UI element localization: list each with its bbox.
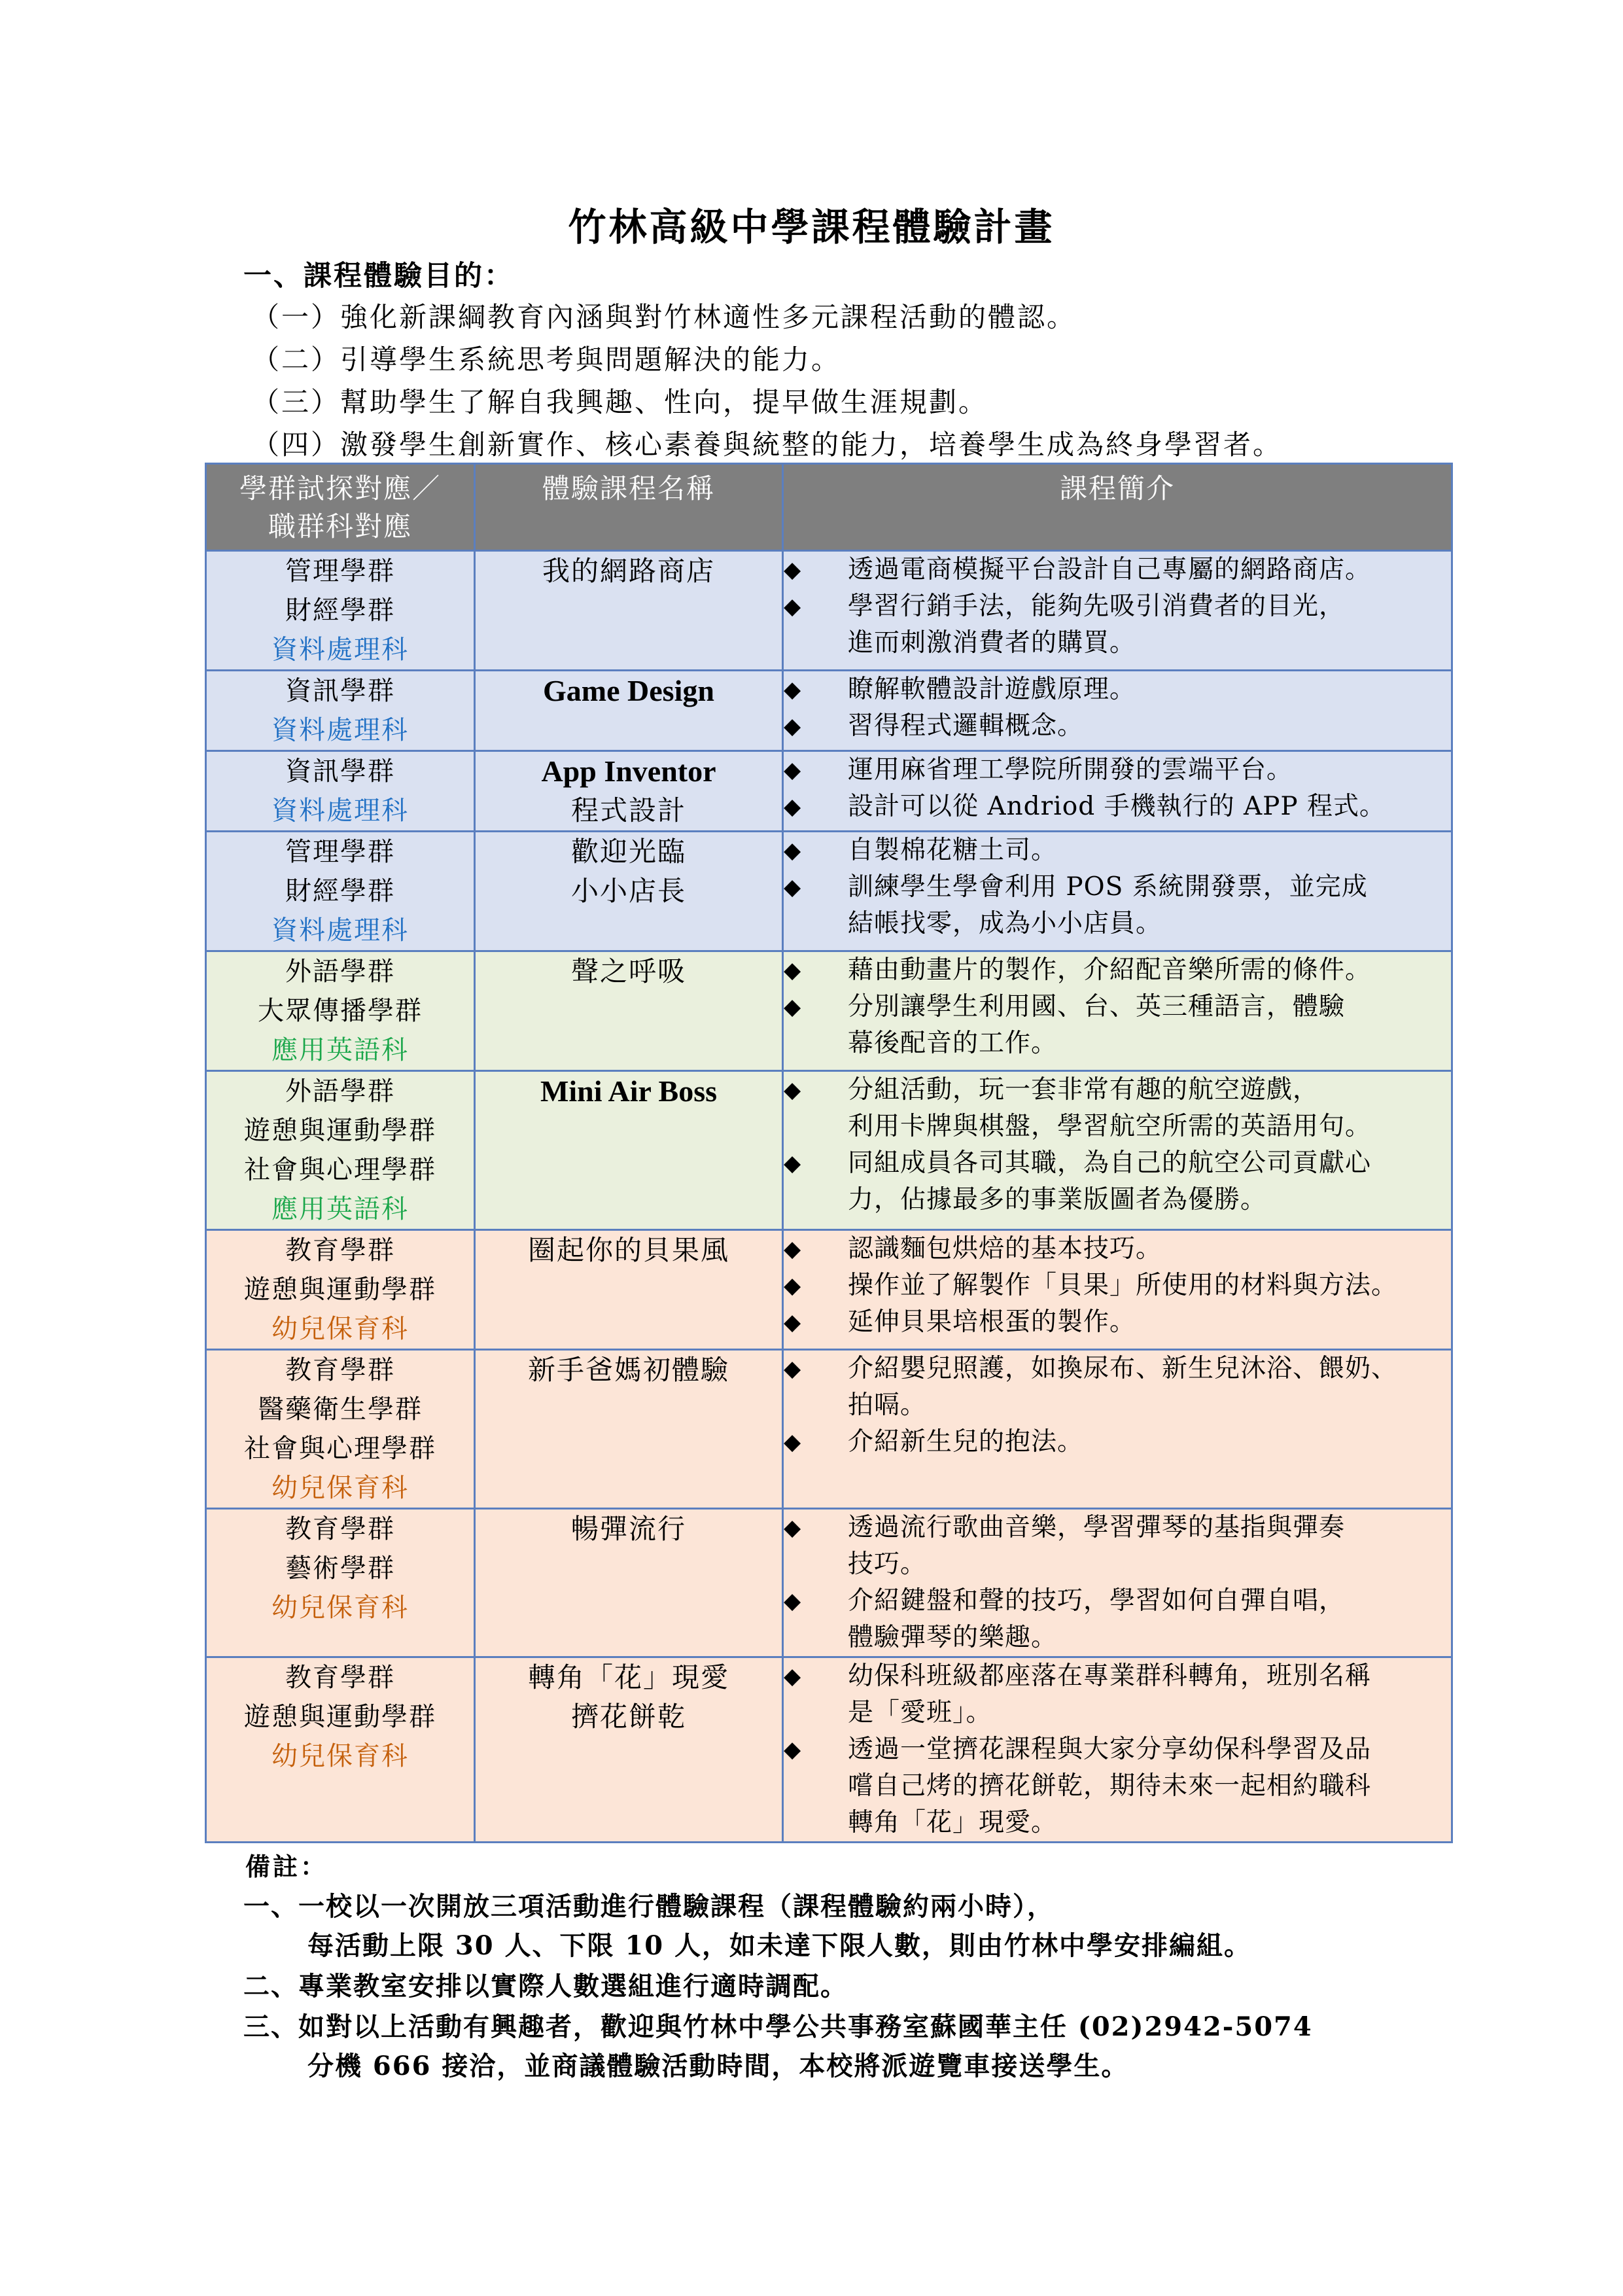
groups-cell: [206, 551, 475, 671]
groups-cell: [206, 671, 475, 751]
group-name: 資訊學群: [285, 676, 395, 706]
group-name: 遊憩與運動學群: [244, 1702, 436, 1732]
bullet-item: [784, 952, 1451, 989]
course-name: Mini Air Boss: [540, 1074, 718, 1108]
course-name-cell: [475, 832, 783, 951]
group-name: 財經學群: [285, 595, 395, 626]
table-row: [206, 1230, 1452, 1350]
bullet-diamond-icon: ◆: [784, 1588, 802, 1614]
bullet-diamond-icon: ◆: [784, 994, 802, 1020]
table-row: [206, 1657, 1452, 1843]
group-name: 大眾傳播學群: [258, 996, 423, 1026]
groups-cell: [206, 832, 475, 951]
purpose-item: （一）強化新課綱教育內涵與對竹林適性多元課程活動的體認。: [252, 301, 1077, 333]
course-name-cell: [475, 751, 783, 832]
bullet-text: [848, 671, 1451, 708]
bullet-line: 訓練學生學會利用 POS 系統開發票，並完成: [848, 872, 1368, 902]
bullet-line: 同組成員各司其職，為自己的航空公司貢獻心: [848, 1148, 1372, 1178]
note-item: 三、如對以上活動有興趣者，歡迎與竹林中學公共事務室蘇國華主任 (02)2942-5074: [243, 2011, 1313, 2042]
course-name: 圈起你的貝果風: [527, 1234, 729, 1266]
bullet-diamond-icon: ◆: [784, 677, 802, 703]
bullet-text: [848, 588, 1451, 662]
bullet-text: [848, 788, 1451, 825]
header-groups: [206, 464, 475, 551]
course-name: Game Design: [543, 674, 714, 707]
course-name-cell: [475, 551, 783, 671]
groups-cell: [206, 1509, 475, 1657]
bullet-line: 幕後配音的工作。: [848, 1029, 1058, 1058]
bullet-line: 是「愛班」。: [848, 1698, 992, 1727]
bullet-item: [784, 1351, 1451, 1424]
course-intro-cell: [783, 751, 1452, 832]
groups-cell: [206, 1230, 475, 1350]
bullet-item: [784, 552, 1451, 588]
bullet-text: [848, 952, 1451, 989]
bullet-item: [784, 1658, 1451, 1731]
bullet-item: [784, 989, 1451, 1062]
bullet-text: [848, 1510, 1451, 1583]
bullet-line: 嚐自己烤的擠花餅乾，期待未來一起相約職科: [848, 1771, 1372, 1801]
bullet-text: [848, 752, 1451, 788]
group-name: 遊憩與運動學群: [244, 1275, 436, 1305]
notes-label: 備註：: [245, 1852, 328, 1881]
course-intro-cell: [783, 832, 1452, 951]
bullet-text: [848, 708, 1451, 745]
bullet-line: 瞭解軟體設計遊戲原理。: [848, 675, 1136, 704]
bullet-diamond-icon: ◆: [784, 1077, 802, 1103]
group-name: 藝術學群: [285, 1553, 395, 1583]
table-row: [206, 1071, 1452, 1230]
bullet-diamond-icon: ◆: [784, 1150, 802, 1176]
bullet-item: [784, 1424, 1451, 1460]
bullet-diamond-icon: ◆: [784, 838, 802, 864]
course-name-cell: [475, 1230, 783, 1350]
bullet-line: 透過一堂擠花課程與大家分享幼保科學習及品: [848, 1735, 1372, 1764]
group-name: 社會與心理學群: [244, 1155, 436, 1185]
bullet-item: [784, 788, 1451, 825]
bullet-text: [848, 1304, 1451, 1341]
course-name: 擠花餅乾: [570, 1701, 686, 1733]
bullet-diamond-icon: ◆: [784, 757, 802, 783]
course-intro-cell: [783, 1230, 1452, 1350]
groups-cell: [206, 751, 475, 832]
bullet-text: [848, 1424, 1451, 1460]
vocation-name: 應用英語科: [271, 1035, 409, 1065]
group-name: 管理學群: [285, 837, 395, 867]
bullet-item: [784, 1072, 1451, 1145]
vocation-name: 資料處理科: [271, 915, 409, 945]
group-name: 資訊學群: [285, 756, 395, 786]
course-intro-cell: [783, 671, 1452, 751]
bullet-line: 習得程式邏輯概念。: [848, 711, 1084, 741]
bullet-line: 分別讓學生利用國、台、英三種語言，體驗: [848, 992, 1346, 1021]
bullet-line: 學習行銷手法，能夠先吸引消費者的目光，: [848, 592, 1346, 621]
bullet-line: 介紹嬰兒照護，如換尿布、新生兒沐浴、餵奶、: [848, 1354, 1398, 1383]
vocation-name: 資料處理科: [271, 796, 409, 826]
bullet-line: 幼保科班級都座落在專業群科轉角，班別名稱: [848, 1661, 1372, 1691]
course-name-cell: [475, 671, 783, 751]
vocation-name: 幼兒保育科: [271, 1314, 409, 1344]
note-item: 每活動上限 30 人、下限 10 人，如未達下限人數，則由竹林中學安排編組。: [307, 1930, 1252, 1961]
bullet-line: 分組活動，玩一套非常有趣的航空遊戲，: [848, 1075, 1319, 1104]
group-name: 教育學群: [285, 1663, 395, 1693]
course-intro-cell: [783, 1350, 1452, 1509]
course-intro-cell: [783, 551, 1452, 671]
bullet-diamond-icon: ◆: [784, 1356, 802, 1382]
group-name: 遊憩與運動學群: [244, 1116, 436, 1146]
course-table: [205, 463, 1453, 1843]
bullet-line: 透過流行歌曲音樂，學習彈琴的基指與彈奏: [848, 1513, 1346, 1542]
vocation-name: 幼兒保育科: [271, 1593, 409, 1623]
bullet-line: 延伸貝果培根蛋的製作。: [848, 1307, 1136, 1337]
bullet-line: 認識麵包烘焙的基本技巧。: [848, 1234, 1162, 1263]
group-name: 外語學群: [285, 957, 395, 987]
note-item: 分機 666 接洽，並商議體驗活動時間，本校將派遊覽車接送學生。: [307, 2051, 1129, 2081]
bullet-line: 自製棉花糖土司。: [848, 836, 1058, 865]
vocation-name: 應用英語科: [271, 1194, 409, 1224]
bullet-item: [784, 588, 1451, 662]
bullet-diamond-icon: ◆: [784, 1663, 802, 1689]
course-intro-cell: [783, 951, 1452, 1071]
document-title: 竹林高級中學課程體驗計畫: [568, 205, 1055, 249]
bullet-diamond-icon: ◆: [784, 874, 802, 900]
bullet-diamond-icon: ◆: [784, 557, 802, 583]
purpose-item: （三）幫助學生了解自我興趣、性向，提早做生涯規劃。: [252, 386, 988, 418]
vocation-name: 幼兒保育科: [271, 1473, 409, 1503]
bullet-line: 轉角「花」現愛。: [848, 1808, 1058, 1837]
vocation-name: 資料處理科: [271, 635, 409, 665]
header-course-name: 體驗課程名稱: [475, 464, 783, 551]
bullet-text: [848, 1145, 1451, 1218]
bullet-diamond-icon: ◆: [784, 1273, 802, 1299]
bullet-item: [784, 869, 1451, 942]
course-name-cell: [475, 1657, 783, 1843]
bullet-line: 體驗彈琴的樂趣。: [848, 1623, 1058, 1652]
bullet-diamond-icon: ◆: [784, 713, 802, 739]
bullet-item: [784, 1145, 1451, 1218]
table-row: [206, 751, 1452, 832]
bullet-text: [848, 1072, 1451, 1145]
table-row: [206, 832, 1452, 951]
course-name-cell: [475, 1071, 783, 1230]
bullet-line: 藉由動畫片的製作，介紹配音樂所需的條件。: [848, 955, 1372, 985]
group-name: 管理學群: [285, 556, 395, 586]
bullet-text: [848, 1583, 1451, 1656]
vocation-name: 幼兒保育科: [271, 1741, 409, 1771]
bullet-item: [784, 1304, 1451, 1341]
header-groups-line2: 職群科對應: [268, 510, 412, 542]
group-name: 醫藥衛生學群: [258, 1394, 423, 1424]
purpose-item: （二）引導學生系統思考與問題解決的能力。: [252, 344, 841, 376]
bullet-item: [784, 1267, 1451, 1304]
bullet-line: 設計可以從 Andriod 手機執行的 APP 程式。: [848, 792, 1386, 821]
course-intro-cell: [783, 1071, 1452, 1230]
bullet-line: 結帳找零，成為小小店員。: [848, 909, 1162, 938]
bullet-line: 進而刺激消費者的購買。: [848, 628, 1136, 658]
course-intro-cell: [783, 1657, 1452, 1843]
bullet-diamond-icon: ◆: [784, 1515, 802, 1541]
bullet-diamond-icon: ◆: [784, 1309, 802, 1335]
bullet-text: [848, 832, 1451, 869]
bullet-line: 拍嗝。: [848, 1390, 927, 1420]
bullet-text: [848, 1351, 1451, 1424]
bullet-line: 操作並了解製作「貝果」所使用的材料與方法。: [848, 1271, 1398, 1300]
bullet-item: [784, 1731, 1451, 1841]
purpose-item: （四）激發學生創新實作、核心素養與統整的能力，培養學生成為終身學習者。: [252, 429, 1283, 461]
note-item: 一、一校以一次開放三項活動進行體驗課程（課程體驗約兩小時），: [243, 1891, 1055, 1922]
bullet-item: [784, 832, 1451, 869]
groups-cell: [206, 1350, 475, 1509]
course-name: 程式設計: [570, 794, 686, 826]
course-name: 我的網路商店: [542, 555, 715, 587]
bullet-item: [784, 671, 1451, 708]
bullet-line: 介紹鍵盤和聲的技巧，學習如何自彈自唱，: [848, 1586, 1346, 1616]
bullet-line: 利用卡牌與棋盤，學習航空所需的英語用句。: [848, 1112, 1372, 1141]
course-intro-cell: [783, 1509, 1452, 1657]
table-row: [206, 551, 1452, 671]
bullet-diamond-icon: ◆: [784, 1737, 802, 1763]
bullet-diamond-icon: ◆: [784, 957, 802, 983]
bullet-item: [784, 752, 1451, 788]
bullet-text: [848, 989, 1451, 1062]
group-name: 教育學群: [285, 1235, 395, 1265]
table-header-row: [206, 464, 1452, 551]
note-item: 二、專業教室安排以實際人數選組進行適時調配。: [243, 1971, 848, 2002]
bullet-item: [784, 708, 1451, 745]
bullet-line: 介紹新生兒的抱法。: [848, 1427, 1084, 1457]
course-name-cell: [475, 951, 783, 1071]
group-name: 財經學群: [285, 876, 395, 906]
bullet-diamond-icon: ◆: [784, 1429, 802, 1455]
vocation-name: 資料處理科: [271, 715, 409, 745]
group-name: 外語學群: [285, 1076, 395, 1106]
table-row: [206, 1509, 1452, 1657]
bullet-item: [784, 1510, 1451, 1583]
bullet-text: [848, 1731, 1451, 1841]
bullet-line: 力，佔據最多的事業版圖者為優勝。: [848, 1185, 1267, 1214]
course-name: 暢彈流行: [570, 1513, 686, 1545]
bullet-text: [848, 869, 1451, 942]
course-name: 小小店長: [570, 875, 686, 907]
course-name: 新手爸媽初體驗: [527, 1354, 729, 1386]
bullet-item: [784, 1231, 1451, 1267]
bullet-line: 透過電商模擬平台設計自己專屬的網路商店。: [848, 555, 1372, 584]
groups-cell: [206, 1071, 475, 1230]
table-row: [206, 951, 1452, 1071]
header-groups-line1: 學群試探對應／: [239, 472, 441, 504]
course-name-cell: [475, 1350, 783, 1509]
groups-cell: [206, 951, 475, 1071]
header-course-intro: 課程簡介: [783, 464, 1452, 551]
table-row: [206, 671, 1452, 751]
groups-cell: [206, 1657, 475, 1843]
course-name: 轉角「花」現愛: [527, 1661, 729, 1693]
course-name: 聲之呼吸: [570, 955, 686, 987]
bullet-diamond-icon: ◆: [784, 794, 802, 820]
group-name: 教育學群: [285, 1355, 395, 1385]
course-name: 歡迎光臨: [570, 836, 686, 868]
course-name-cell: [475, 1509, 783, 1657]
bullet-diamond-icon: ◆: [784, 593, 802, 620]
bullet-line: 技巧。: [848, 1549, 927, 1579]
bullet-text: [848, 1231, 1451, 1267]
group-name: 社會與心理學群: [244, 1434, 436, 1464]
bullet-diamond-icon: ◆: [784, 1236, 802, 1262]
bullet-line: 運用麻省理工學院所開發的雲端平台。: [848, 755, 1293, 785]
course-name: App Inventor: [541, 754, 716, 788]
group-name: 教育學群: [285, 1514, 395, 1544]
bullet-item: [784, 1583, 1451, 1656]
bullet-text: [848, 1267, 1451, 1304]
bullet-text: [848, 552, 1451, 588]
section-heading: 一、課程體驗目的：: [243, 260, 514, 292]
table-row: [206, 1350, 1452, 1509]
bullet-text: [848, 1658, 1451, 1731]
